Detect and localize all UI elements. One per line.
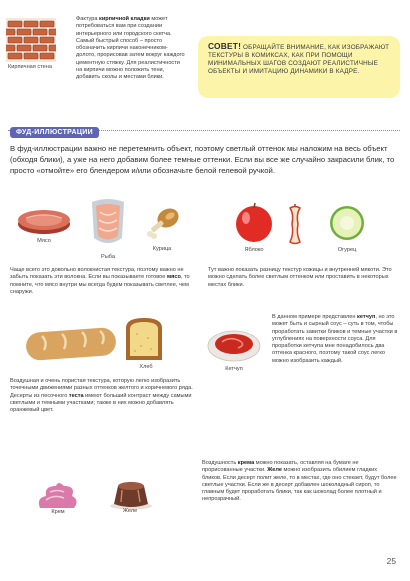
fish-illustration <box>86 198 130 254</box>
meat-description: Чаще всего это довольно волокнистая текстура, поэтому важно не забыть показать эти волокна. Если вы показываете готовое мясо, то помните, что мясо внутри мы всегда будем показывать светлее, чем снаружи. <box>10 267 190 295</box>
page-number: 25 <box>386 556 396 566</box>
meat-illustration <box>16 206 72 236</box>
ketchup-caption: Кетчуп <box>225 366 243 372</box>
brick-caption: Кирпичная стена <box>8 64 52 70</box>
apple-illustration <box>232 202 276 244</box>
chicken-caption: Курица <box>152 246 172 252</box>
tip-text: СОВЕТ! ОБРАЩАЙТЕ ВНИМАНИЕ, КАК ИЗОБРАЖАЮТ ТЕКСТУРЫ В КОМИКСАХ, КАК ПРИ ПОМОЩИ МИНИМАЛЬНЫХ ШАГОВ СОЗДАЮТ РЕАЛИСТИЧНЫЕ ОБЪЕКТЫ И ИМИТАЦИЮ ДИНАМИКИ В КАДРЕ. <box>208 41 390 76</box>
cucumber-illustration <box>328 204 366 242</box>
cream-description: Воздушность крема можно показать, оставляя на бумаге не прорисованные участки. Желе можно изобразить обилием гладких бликов. Если десерт полит желе, то в местах, где оно стекает, будут более светлые участки. Если же в десерт добавлен шоколадный сироп, то главным будет проработать блики, так как шоколад более плотный и непрозрачный. <box>202 460 397 503</box>
ketchup-description: В данном примере представлен кетчуп, но это может быть и сырный соус – суть в том, чтобы проработать завитки бликов и темные участки в углублениях на поверхности соуса. Для проработки кетчупа мне понадобилось два оттенка красного, поэтому такой соус легко можно изобразить каждый. <box>272 314 398 364</box>
section-tag: ФУД-ИЛЛЮСТРАЦИИ <box>10 127 99 138</box>
apple-caption: Яблоко <box>244 247 264 253</box>
section-lead: В фуд-иллюстрации важно не перетемнить объект, поэтому светлый оттенок мы наложим на весь объект (обходя блики), а уже на него добавим более темные оттенки. Если вы все же случайно закрасили блик, то просто «отмойте» его блендером и/или обозначьте белой гелевой ручкой. <box>10 144 395 175</box>
meat-caption: Мясо <box>37 238 51 244</box>
jelly-caption: Желе <box>122 508 138 514</box>
dough-description: Воздушная и очень пористая текстура, которую легко изобразить точечными движениями разных оттенков желтого и коричневого ряда. Десерты из песочного теста имеют больший контраст между самыми светлыми и темными участками; также в них можно добавлять оранжевый цвет. <box>10 378 193 414</box>
jelly-illustration <box>108 476 154 510</box>
bread-caption: Хлеб <box>139 364 153 370</box>
tip-box <box>198 36 400 98</box>
fish-caption: Рыба <box>101 254 115 260</box>
ketchup-illustration <box>206 324 262 364</box>
bread-slice-illustration <box>122 316 166 362</box>
brick-description: Фактура кирпичной кладки может потребоваться вам при создании интерьерного или городского скетча. Самый быстрый способ – просто обозначить кирпичи наконечником-долото, прорисовав затем вокруг каждого цементную стяжку. Для реалистичности на кирпичи можно положить тени, добавить сколы и местами блики. <box>76 16 185 81</box>
baguette-illustration <box>24 322 118 362</box>
chicken-illustration <box>142 204 182 244</box>
cream-caption: Крем <box>51 509 65 515</box>
brick-wall-illustration <box>6 18 56 62</box>
apple-core-illustration <box>284 204 306 246</box>
cucumber-caption: Огурец <box>337 247 357 253</box>
fruit-description: Тут важно показать разницу текстур кожицы и внутренней мякоти. Это можно сделать более светлым оттенком или проставить в некоторых местах блики. <box>208 267 392 288</box>
